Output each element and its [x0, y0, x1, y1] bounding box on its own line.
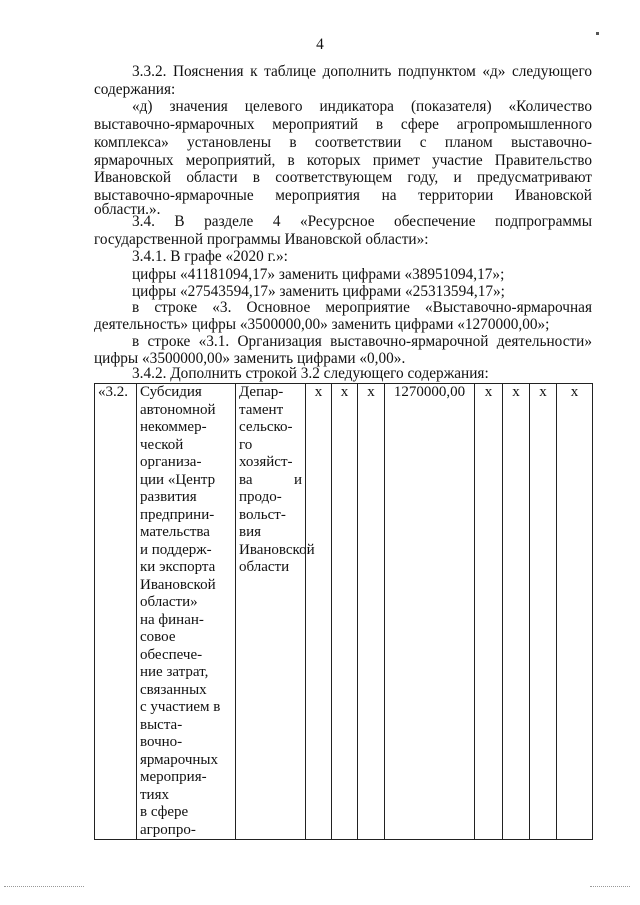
name-line: тиях — [140, 786, 169, 803]
para-34-line: 3.4. В разделе 4 «Ресурсное обеспечение подпрограммы — [132, 213, 592, 230]
cell-amount-2020: 1270000,00 — [385, 384, 475, 840]
executor-line: Депар- — [239, 384, 284, 400]
row3-line: деятельность» цифры «3500000,00» заменить цифрами «1270000,00»; — [94, 316, 550, 333]
name-line: ярмарочных — [140, 751, 218, 768]
table-row — [95, 384, 593, 840]
name-line: в сфере — [140, 804, 189, 820]
name-line: Субсидия — [140, 384, 202, 400]
row31-line: в строке «3.1. Организация выставочно-ярмарочной деятельности» — [132, 333, 592, 350]
scan-mark — [596, 32, 599, 35]
name-line: мероприя- — [140, 769, 207, 785]
name-line: агропро- — [140, 821, 196, 838]
name-line: организа- — [140, 454, 202, 470]
row31-line: цифры «3500000,00» заменить цифрами «0,00». — [94, 350, 406, 367]
executor-line: сельско- — [239, 419, 293, 435]
name-line: обеспече- — [140, 646, 203, 663]
executor-line: продо- — [239, 489, 282, 505]
name-line: выста- — [140, 716, 183, 733]
name-line: предприни- — [140, 506, 215, 523]
cell-x: x — [332, 384, 358, 840]
scan-artifact — [4, 886, 84, 889]
digits-line-2: цифры «27543594,17» заменить цифрами «25313594,17»; — [132, 282, 505, 300]
name-line: вочно- — [140, 734, 183, 750]
executor-line: области — [239, 559, 290, 575]
name-line: Ивановской — [140, 576, 216, 593]
executor-line: вольст- — [239, 506, 286, 523]
para-d-line: выставочно-ярмарочных мероприятий в сфере агропромышленного — [94, 116, 592, 134]
executor-line: го — [239, 436, 253, 453]
para-332-line: 3.3.2. Пояснения к таблице дополнить подпунктом «д» следующего — [132, 63, 592, 80]
executor-line: Ивановской — [239, 541, 315, 558]
name-line: автономной — [140, 401, 216, 418]
name-line: мательства — [140, 524, 210, 540]
name-line: развития — [140, 489, 197, 505]
para-d-line: выставочно-ярмарочные мероприятия на территории Ивановской — [94, 186, 592, 204]
name-line: совое — [140, 629, 176, 645]
name-line: некоммер- — [140, 419, 207, 435]
cell-x: x — [306, 384, 332, 840]
digits-line-1: цифры «41181094,17» заменить цифрами «38951094,17»; — [132, 265, 505, 283]
para-34-line: государственной программы Ивановской области»: — [94, 230, 429, 248]
cell-name — [137, 384, 236, 840]
scan-artifact — [590, 886, 630, 889]
cell-x: x — [503, 384, 530, 840]
para-d-line: «д) значения целевого индикатора (показателя) «Количество — [132, 98, 592, 116]
row3-line: в строке «3. Основное мероприятие «Выставочно-ярмарочная — [132, 299, 592, 316]
cell-x: x — [557, 384, 593, 840]
name-line: связанных — [140, 681, 207, 698]
para-341: 3.4.1. В графе «2020 г.»: — [132, 248, 288, 266]
name-line: и поддерж- — [140, 541, 212, 558]
para-d-line: Ивановской области в соответствующем году, и предусматривают — [94, 169, 592, 187]
executor-line: тамент — [239, 401, 284, 418]
executor-line: ва и — [239, 471, 302, 488]
cell-executor — [236, 384, 315, 840]
para-342: 3.4.2. Дополнить строкой 3.2 следующего содержания: — [132, 365, 489, 382]
cell-x: x — [475, 384, 503, 840]
inserted-row-table — [94, 383, 593, 840]
name-line: ции «Центр — [140, 471, 216, 488]
para-d-line: области.». — [94, 200, 161, 218]
para-d-line: ярмарочных мероприятий, в которых примет участие Правительство — [94, 151, 592, 169]
cell-x: x — [358, 384, 385, 840]
name-line: области» — [140, 594, 198, 610]
cell-number: «3.2. — [95, 384, 137, 840]
executor-line: хозяйст- — [239, 454, 293, 470]
name-line: ческой — [140, 436, 184, 453]
name-line: ние затрат, — [140, 664, 209, 680]
name-line: с участием в — [140, 699, 221, 715]
para-332-line: содержания: — [94, 80, 176, 98]
cell-x: x — [530, 384, 557, 840]
name-line: на финан- — [140, 611, 204, 628]
name-line: ки экспорта — [140, 559, 216, 575]
page-number: 4 — [316, 36, 324, 53]
para-d-line: комплекса» установлены в соответствии с планом выставочно- — [94, 133, 592, 151]
executor-line: вия — [239, 524, 262, 540]
